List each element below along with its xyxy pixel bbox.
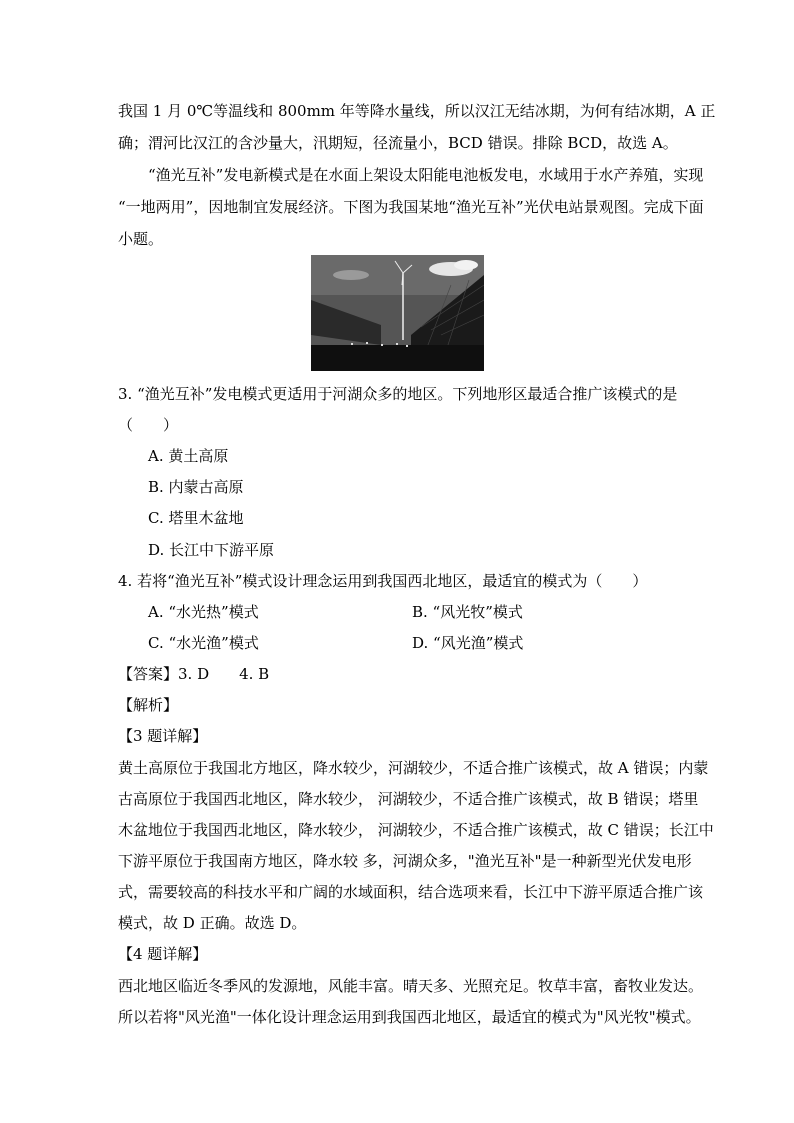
answer-line: 【答案】3. D 4. B [118, 665, 270, 683]
text-line: 小题。 [118, 230, 164, 248]
question-4-option-c: C. “水光渔”模式 [148, 634, 259, 652]
question-4-option-a: A. “水光热”模式 [148, 603, 259, 621]
detail-3-line: 木盆地位于我国西北地区，降水较少， 河湖较少，不适合推广该模式，故 C 错误；长江中 [118, 821, 714, 839]
detail-3-line: 古高原位于我国西北地区，降水较少， 河湖较少，不适合推广该模式，故 B 错误；塔里 [118, 790, 699, 808]
solar-panel-scene [311, 255, 484, 371]
question-3-stem: 3. “渔光互补”发电模式更适用于河湖众多的地区。下列地形区最适合推广该模式的是 [118, 385, 678, 403]
question-3-option-a: A. 黄土高原 [148, 447, 229, 465]
question-3-option-c: C. 塔里木盆地 [148, 509, 244, 527]
text-line: “一地两用”，因地制宜发展经济。下图为我国某地“渔光互补”光伏电站景观图。完成下面 [118, 198, 704, 216]
question-4-stem: 4. 若将“渔光互补”模式设计理念运用到我国西北地区，最适宜的模式为（ ） [118, 572, 648, 590]
detail-3-heading: 【3 题详解】 [118, 727, 208, 745]
text-line: 我国 1 月 0℃等温线和 800mm 年等降水量线，所以汉江无结冰期，为何有结冰期，A 正 [118, 102, 716, 120]
text-line: 确；渭河比汉江的含沙量大，汛期短，径流量小，BCD 错误。排除 BCD，故选 A。 [118, 134, 678, 152]
analysis-heading: 【解析】 [118, 696, 179, 714]
question-3-option-d: D. 长江中下游平原 [148, 541, 275, 559]
detail-4-line: 西北地区临近冬季风的发源地，风能丰富。晴天多、光照充足。牧草丰富，畜牧业发达。 [118, 977, 704, 995]
detail-3-line: 式，需要较高的科技水平和广阔的水域面积，结合选项来看，长江中下游平原适合推广该 [118, 883, 704, 901]
text-line: “渔光互补”发电新模式是在水面上架设太阳能电池板发电，水域用于水产养殖，实现 [148, 166, 704, 184]
detail-3-line: 下游平原位于我国南方地区，降水较 多，河湖众多，"渔光互补"是一种新型光伏发电形 [118, 852, 692, 870]
question-3-bracket: （ ） [118, 416, 179, 434]
question-4-option-b: B. “风光牧”模式 [412, 603, 523, 621]
detail-3-line: 黄土高原位于我国北方地区，降水较少，河湖较少，不适合推广该模式，故 A 错误；内蒙 [118, 759, 709, 777]
detail-3-line: 模式，故 D 正确。故选 D。 [118, 914, 307, 932]
detail-4-line: 所以若将"风光渔"一体化设计理念运用到我国西北地区，最适宜的模式为"风光牧"模式。 [118, 1008, 701, 1026]
question-4-option-d: D. “风光渔”模式 [412, 634, 524, 652]
detail-4-heading: 【4 题详解】 [118, 945, 208, 963]
fishery-solar-photo [311, 255, 484, 371]
question-3-option-b: B. 内蒙古高原 [148, 478, 244, 496]
